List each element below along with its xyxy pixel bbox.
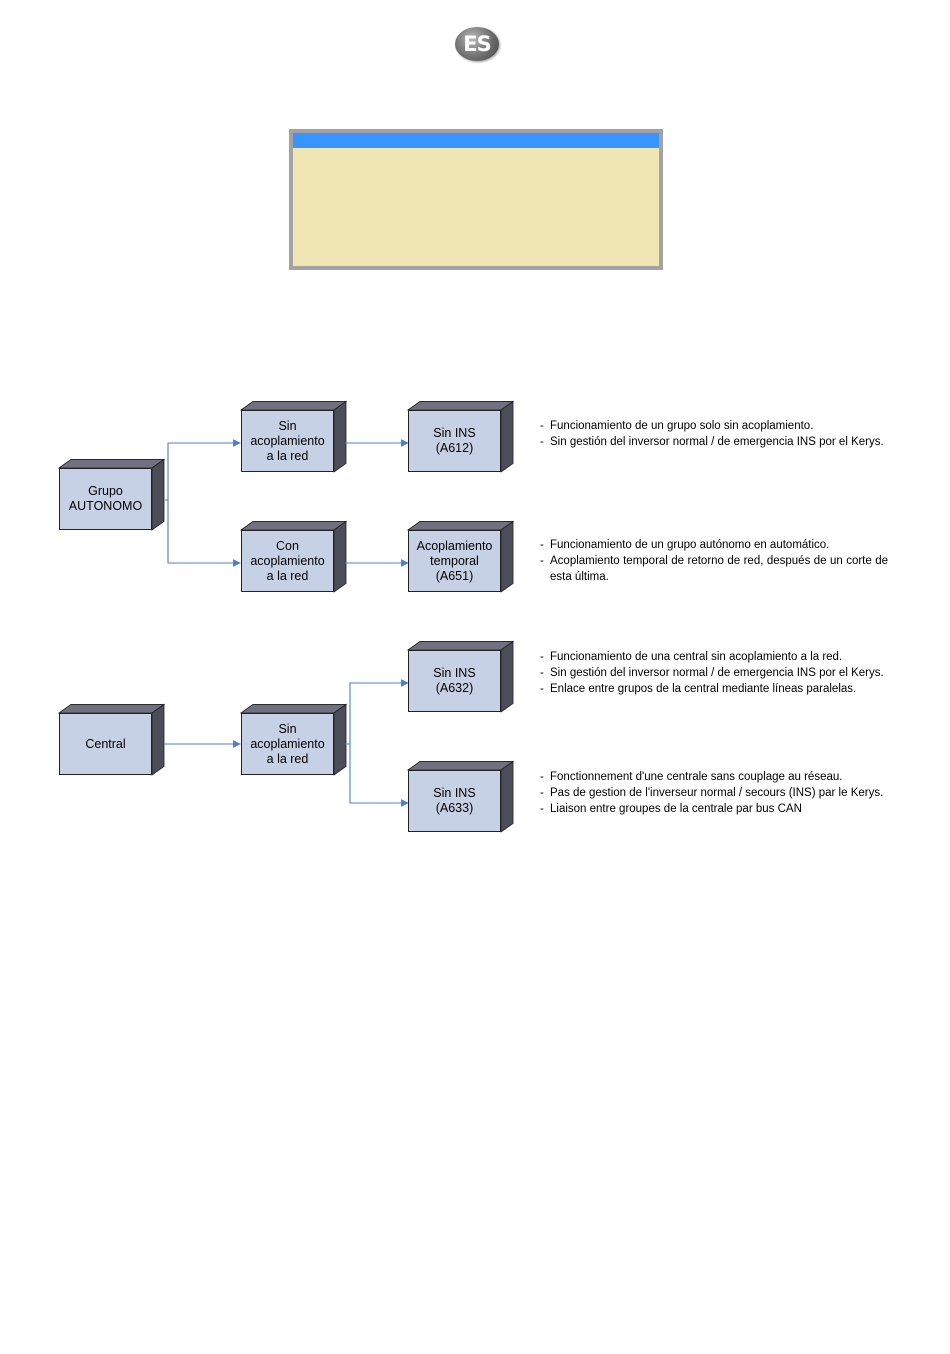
description-a651: [540, 538, 888, 585]
node-sin-ins-a633: Sin INS (A633): [408, 770, 501, 832]
description-a632: [540, 650, 888, 697]
node-sin-acoplamiento-autonomo: Sin acoplamiento a la red: [241, 410, 334, 472]
box-side-face: [501, 521, 513, 592]
box-side-face: [334, 401, 346, 472]
box-top-face: [241, 401, 346, 410]
description-item: - Acoplamiento temporal de retorno de red, después de un corte de esta última.: [540, 554, 888, 586]
node-sin-ins-a612: Sin INS (A612): [408, 410, 501, 472]
description-item: - Sin gestión del inversor normal / de emergencia INS por el Kerys.: [540, 666, 888, 682]
box-side-face: [334, 704, 346, 775]
box-top-face: [59, 704, 164, 713]
node-central: Central: [59, 713, 152, 775]
box-side-face: [501, 641, 513, 712]
description-item: - Pas de gestion de l'inverseur normal / secours (INS) par le Kerys.: [540, 786, 888, 802]
box-top-face: [408, 761, 513, 770]
box-side-face: [501, 761, 513, 832]
box-top-face: [59, 459, 164, 468]
node-grupo-autonomo: Grupo AUTONOMO: [59, 468, 152, 530]
description-item: - Fonctionnement d'une centrale sans couplage au réseau.: [540, 770, 888, 786]
box-top-face: [408, 401, 513, 410]
node-sin-ins-a632: Sin INS (A632): [408, 650, 501, 712]
box-top-face: [408, 641, 513, 650]
description-item: - Sin gestión del inversor normal / de emergencia INS por el Kerys.: [540, 435, 888, 451]
description-a633: [540, 770, 888, 817]
box-top-face: [408, 521, 513, 530]
language-badge: ES: [455, 27, 499, 61]
box-side-face: [152, 459, 164, 530]
description-item: - Liaison entre groupes de la centrale par bus CAN: [540, 802, 888, 818]
box-side-face: [334, 521, 346, 592]
node-sin-acoplamiento-central: Sin acoplamiento a la red: [241, 713, 334, 775]
connector-autonomo-split: [165, 443, 240, 500]
description-item: - Funcionamiento de un grupo solo sin acoplamiento.: [540, 419, 888, 435]
connector-sin-to-a633: [350, 744, 408, 803]
description-item: - Funcionamiento de un grupo autónomo en automático.: [540, 538, 888, 554]
description-item: - Enlace entre grupos de la central mediante líneas paralelas.: [540, 682, 888, 698]
node-acoplamiento-temporal-a651: Acoplamiento temporal (A651): [408, 530, 501, 592]
description-item: - Funcionamiento de una central sin acoplamiento a la red.: [540, 650, 888, 666]
description-a612: [540, 419, 888, 451]
connector-sin-to-a632: [345, 683, 408, 744]
box-top-face: [241, 704, 346, 713]
connector-autonomo-lower: [168, 500, 240, 563]
box-side-face: [152, 704, 164, 775]
box-side-face: [501, 401, 513, 472]
box-top-face: [241, 521, 346, 530]
node-con-acoplamiento: Con acoplamiento a la red: [241, 530, 334, 592]
